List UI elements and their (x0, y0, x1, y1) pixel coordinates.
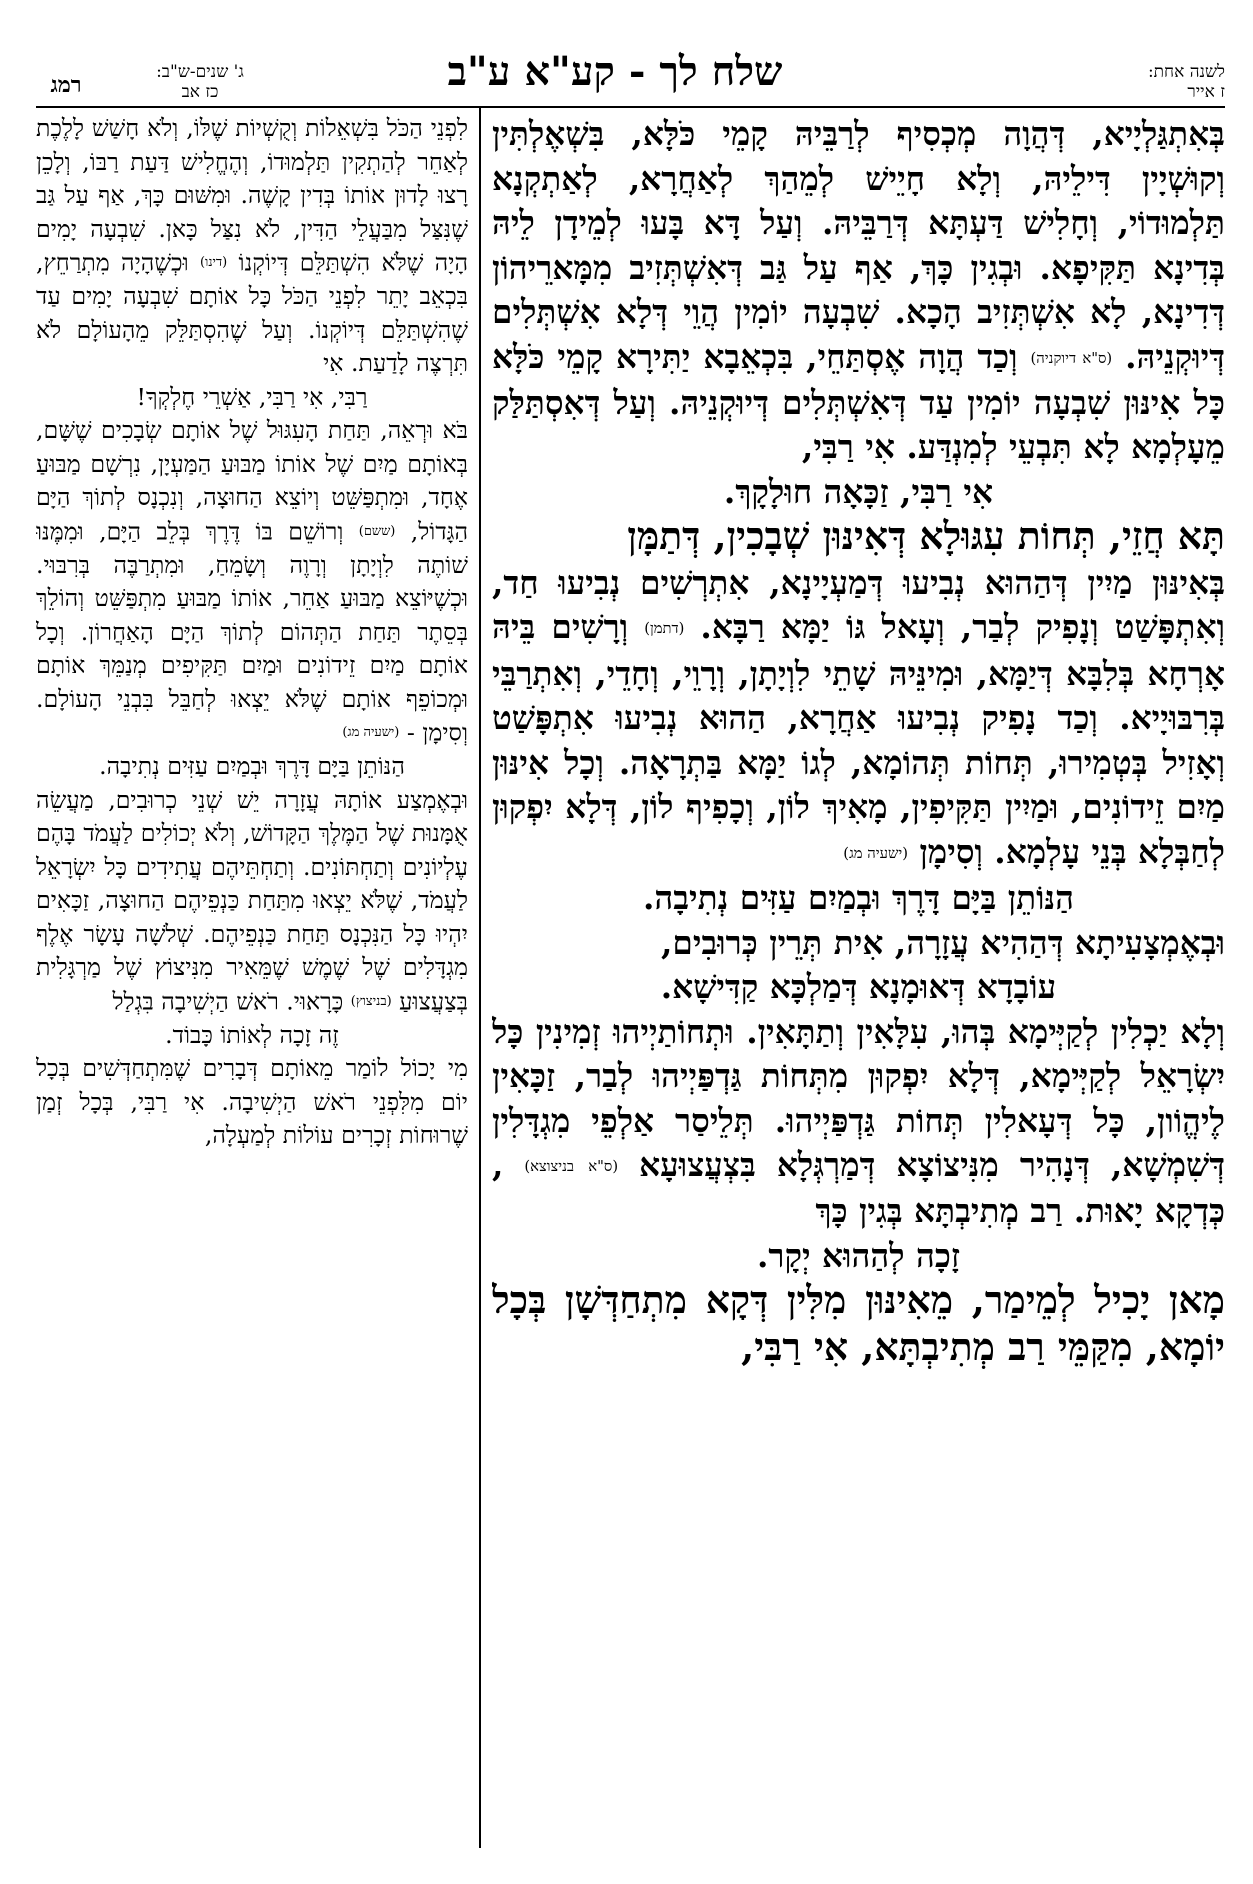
main-paragraph (492, 514, 1225, 561)
main-reference: (ישעיה מג) (843, 844, 909, 862)
side-paragraph (36, 784, 468, 1019)
main-text-column (492, 112, 1225, 1852)
main-text: בְּאִינּוּן מַיִין דְּהַהוּא נְבִיעוּ דְּמַעְיָינָא, אִתְרְשִׁים נְבִיעוּ חַד, וְאִתְפָּשַׁט וְנָפִיק לְבַר, וְעָאל גּוֹ יַמָּא רַבָּא. (492, 562, 1225, 647)
main-text: זָכָה לְהַהוּא יְקָר. (756, 1235, 961, 1275)
column-divider (479, 108, 481, 1848)
page-title: שלח לך - קע"א ע"ב (447, 48, 783, 95)
side-reference: (דינו) (199, 255, 228, 270)
main-paragraph (492, 1010, 1225, 1234)
header-left-label: ג' שנים-ש"ב: (156, 62, 244, 82)
main-verse (492, 876, 1225, 921)
side-text: וּבְאֶמְצַע אוֹתָהּ עֲזָרָה יֵשׁ שְׁנֵי כְרוּבִים, מַעֲשֵׂה אֻמָּנוּת שֶׁל הַמֶּלֶךְ הַקָּדוֹשׁ, וְלֹא יְכוֹלִים לַעֲמֹד בָּהֶם עֶלְיוֹנִים וְתַחְתּוֹנִים. וְתַחְתֵּיהֶם עֲתִידִים כָּל יִשְׂרָאֵל לַעֲמֹד, שֶׁלֹּא יֵצְאוּ מִתַּחַת כַּנְפֵיהֶם הַחוּצָה, זַכָּאִים יִהְיוּ כָּל הַנִּכְנָס תַּחַת כַּנְפֵיהֶם. שְׁלֹשָׁה עָשָׂר אֶלֶף מִגְדָּלִים שֶׁל שֶׁמֶשׁ שֶׁמֵּאִיר מִנִּיצוֹץ שֶׁל מַרְגָּלִית בְּצַעֲצוּעַ (36, 785, 468, 1016)
side-reference: (ישעיה מג) (342, 725, 400, 741)
main-text: הַנּוֹתֵן בַּיָּם דָּרֶךְ וּבְמַיִם עַזִּים נְתִיבָה. (642, 878, 1075, 918)
main-text: מָאן יָכִיל לְמֵימַר, מֵאִינּוּן מִלִּין דְּקָא מִתְחַדְּשָׁן בְּכָל יוֹמָא, מִקַּמֵּי רַב מְתִיבְתָּא, אִי רַבִּי, (492, 1278, 1225, 1369)
side-paragraph-end (36, 381, 468, 415)
main-paragraph-end (492, 1234, 1225, 1279)
header-left-date: כז אב (181, 82, 219, 102)
side-paragraph-end (36, 1019, 468, 1053)
main-reference: (ס"א דיוקניה) (1030, 349, 1113, 367)
side-text: וְרוֹשֵׁם בּוֹ דֶּרֶךְ בְּלֵב הַיָּם, וּמִמֶּנּוּ שׁוֹתֶה לִוְיָתָן וְרָוֶה וְשָׂמֵחַ, וּמִתְרַבֶּה בְּרִבּוּי. וּכְשֶׁיּוֹצֵא מַבּוּעַ אַחֵר, אוֹתוֹ מַבּוּעַ מִתְפַּשֵּׁט וְהוֹלֵךְ בְּסֵתֶר תַּחַת הַתְּהוֹם לְתוֹךְ הַיָּם הָאַחֲרוֹן. וְכָל אוֹתָם מַיִם זֵידוֹנִים וּמַיִם תַּקִּיפִים מְנַמֵּךְ אוֹתָם וּמְכוֹפֵף אוֹתָם שֶׁלֹּא יֵצְאוּ לְחַבֵּל בִּבְנֵי הָעוֹלָם. וְסִימָן - (36, 517, 468, 747)
side-text: הַנּוֹתֵן בַּיָּם דָּרֶךְ וּבְמַיִם עַזִּים נְתִיבָה. (99, 752, 405, 781)
side-text: וּכְשֶׁהָיָה מִתְרַחֵץ, בִּכְאֵב יָתֵר לִפְנֵי הַכֹּל כָּל אוֹתָם שִׁבְעָה יָמִים עַד שֶׁהִשְׁתַּלֵּם דְּיוֹקְנוֹ. וְעַל שֶׁהִסְתַּלֵּק מֵהָעוֹלָם לֹא תִּרְצֶה לָדַעַת. אִי (36, 248, 468, 378)
side-text: לִפְנֵי הַכֹּל בִּשְׁאֵלוֹת וְקֻשְׁיוֹת שֶׁלּוֹ, וְלֹא חָשַׁשׁ לָלֶכֶת לְאַחֵר לְהַתְקִין תַּלְמוּדוֹ, וְהֶחֱלִישׁ דַּעַת רַבּוֹ, וְלָכֵן רָצוּ לָדוּן אוֹתוֹ בְּדִין קָשֶׁה. וּמִשּׁוּם כָּךְ, אַף עַל גַּב שֶׁנִּצַּל מִבַּעֲלֵי הַדִּין, לֹא נִצַּל כָּאן. שִׁבְעָה יָמִים הָיָה שֶׁלֹּא הִשְׁתַּלֵּם דְּיוֹקְנוֹ (36, 114, 468, 277)
main-text: עוֹבָדָא דְּאוּמָנָא דְּמַלְכָּא קַדִּישָׁא. (660, 967, 1057, 1007)
main-reference: (דתמן) (644, 620, 685, 638)
translation-column (36, 112, 468, 1852)
side-text: רַבִּי, אִי רַבִּי, אַשְׁרֵי חֶלְקְךָ! (136, 382, 368, 411)
main-text: וּבְאֶמְצָעִיתָא דְּהַהִיא עֲזָרָה, אִית תְּרֵין כְּרוּבִים, (660, 922, 1225, 962)
side-reference: (ששם) (358, 523, 396, 539)
side-text: בֹּא וּרְאֵה, תַּחַת הָעִגּוּל שֶׁל אוֹתָם שְׂבָכִים שֶׁשָּׁם, בְּאוֹתָם מַיִם שֶׁל אוֹתוֹ מַבּוּעַ הַמַּעְיָן, נִרְשָׁם מַבּוּעַ אֶחָד, וּמִתְפַּשֵּׁט וְיוֹצֵא הַחוּצָה, וְנִכְנָס לְתוֹךְ הַיָּם הַגָּדוֹל, (36, 416, 468, 546)
side-text: זֶה זָכָה לְאוֹתוֹ כָּבוֹד. (165, 1020, 339, 1049)
side-paragraph (36, 1052, 468, 1153)
main-reference: (ס"א בניצוצא) (524, 1157, 619, 1175)
header-right-date: ז אייר (1187, 82, 1225, 102)
main-text: אִי רַבִּי, זַכָּאָה חוּלָקָךְ. (723, 471, 994, 511)
main-text: תָּא חֲזֵי, תְּחוֹת עִגּוּלָא דְּאִינּוּן שְׁבָכִין, דְּתַמָּן (627, 514, 1225, 559)
header-right-label: לשנה אחת: (1147, 62, 1225, 82)
side-verse (36, 750, 468, 784)
page-number: רמג (50, 72, 82, 98)
side-reference: (בניצוץ) (350, 993, 392, 1009)
main-text: וְלָא יַכְלִין לְקַיְּימָא בְּהוּ, עִלָּאִין וְתַתָּאִין. וּתְחוֹתַיְיהוּ זְמִינִין כָּל יִשְׂרָאֵל לְקַיְּימָא, דְּלָא יִפְקוּן מִתְּחוֹת גַּדְפַּיְיהוּ לְבַר, זַכָּאִין לֶיהֱוֹון, כָּל דְּעָאלִין תְּחוֹת גַּדְפַּיְיהוּ. תְּלֵיסַר אַלְפֵי מִגְדָּלִין דְּשִׁמְשָׁא, דְּנָהִיר מִנִּיצוֹצָא דְּמַרְגְּלָא בִּצְעֲצוּעָא (492, 1011, 1225, 1185)
header-right-block (1075, 62, 1225, 102)
main-text: וְכַד הֲוָה אֶסְתַּחֵי, בִּכְאֵבָא יַתִּירָא קָמֵי כֹּלָּא כָּל אִינּוּן שִׁבְעָה יוֹמִין עַד דְּאִשְׁתְּלִים דְּיוּקְנֵיהּ. וְעַל דְּאִסְתַּלַּק מֵעָלְמָא לָא תִּבְעֵי לְמִנְדַּע. אִי רַבִּי, (492, 336, 1225, 467)
main-paragraph (492, 1278, 1225, 1371)
side-text: מִי יָכוֹל לוֹמַר מֵאוֹתָם דְּבָרִים שֶׁמִּתְחַדְּשִׁים בְּכָל יוֹם מִלִּפְנֵי רֹאשׁ הַיְשִׁיבָה. אִי רַבִּי, בְּכָל זְמַן שֶׁרוּחוֹת זְכָרִים עוֹלוֹת לְמַעְלָה, (36, 1054, 468, 1150)
side-paragraph (36, 414, 468, 750)
main-paragraph (492, 561, 1225, 876)
side-paragraph (36, 112, 468, 381)
header-left-block (110, 62, 290, 102)
main-text: וְרָשִׁים בֵּיהּ אָרְחָא בְּלִבָּא דְּיַמָּא, וּמִינֵּיהּ שָׁתֵי לִוְיָתָן, וְרָוֵי, וְחָדֵי, וְאִתְרַבֵּי בְּרִבּוּיָיא. וְכַד נָפִיק נְבִיעוּ אַחֲרָא, הַהוּא נְבִיעוּ אִתְפָּשַׁט וְאָזִיל בְּטְמִירוּ, תְּחוֹת תְּהוֹמָא, לְגוֹ יַמָּא בַּתְרָאָה. וְכָל אִינּוּן מַיִם זֵידוֹנִים, וּמַיִין תַּקִּיפִין, מָאִיךְ לוֹן, וְכָפִיף לוֹן, דְּלָא יִפְקוּן לְחַבְּלָא בְּנֵי עָלְמָא. וְסִימָן (492, 607, 1225, 871)
main-paragraph (492, 921, 1225, 966)
side-text: כָּרָאוּי. רֹאשׁ הַיְשִׁיבָה בִּגְלַל (112, 987, 344, 1016)
main-paragraph-end (492, 470, 1225, 515)
main-text: , כְּדְקָא יָאוּת. רַב מְתִיבְתָּא בְּגִין כָּךְ (492, 1145, 1225, 1231)
main-text: בְּאִתְגַּלְיָיא, דְּהֲוָה מְכְסִיף לְרַבֵּיהּ קָמֵי כֹּלָּא, בִּשְׁאֶלְתִּין וְקוּשְׁיָין דִּילֵיהּ, וְלָא חָיֵישׁ לְמֵהַךְ לְאַחֲרָא, לְאַתְקְנָא תַּלְמוּדוֹי, וְחָלִישׁ דַּעְתָּא דְּרַבֵּיהּ. וְעַל דָּא בָּעוּ לְמֵידָן לֵיהּ בְּדִינָא תַּקִּיפָא. וּבְגִין כָּךְ, אַף עַל גַּב דְּאִשְׁתְּזִיב מִמָּארֵיהוֹן דְּדִינָא, לָא אִשְׁתְּזִיב הָכָא. שִׁבְעָה יוֹמִין הֲוֵי דְּלָא אִשְׁתְּלִים דְּיוּקְנֵיהּ. (492, 114, 1225, 376)
main-paragraph (492, 112, 1225, 470)
main-paragraph-center (492, 965, 1225, 1010)
header-rule (36, 106, 1225, 108)
